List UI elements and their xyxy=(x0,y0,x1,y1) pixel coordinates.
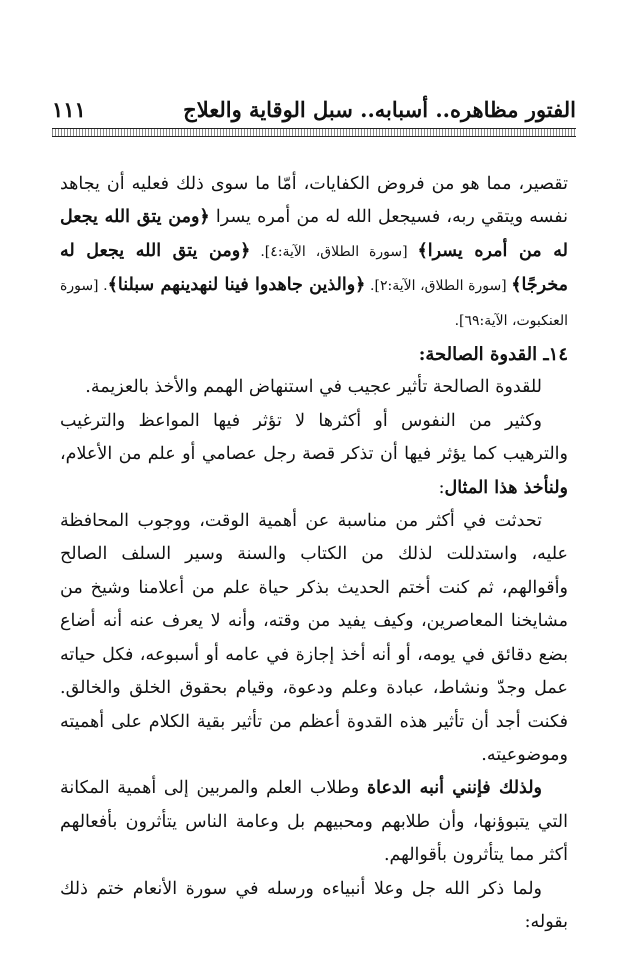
header-rule xyxy=(52,128,576,137)
paragraph-4: تحدثت في أكثر من مناسبة عن أهمية الوقت، ووجوب المحافظة عليه، واستدللت لذلك من الكتاب والسنة وسير السلف الصالح وأقوالهم، ثم كنت أختم الحديث بذكر حياة علم من أعلامنا وشيخ من مشايخنا المعاصرين، وكيف يفيد من وقته، وأنه لا يعرف عنه أنه أضاع بضع دقائق في يومه، أو أنه أخذ إجازة في عامه أو أسبوعه، فكل حياته عمل وجدّ ونشاط، عبادة وعلم ودعوة، وقيام بحقوق الخلق والخالق. فكنت أجد أن تأثير هذه القدوة أعظم من تأثير بقية الكلام على أهميته وموضوعيته. xyxy=(60,511,568,765)
paragraph-1-text: تقصير، مما هو من فروض الكفايات، أمّا ما سوى ذلك فعليه أن يجاهد نفسه ويتقي ربه، فسيجعل الله له من أمره يسرا xyxy=(60,174,569,228)
paragraph-3-colon: : xyxy=(438,477,445,498)
body-text xyxy=(60,168,568,939)
paragraph-3 xyxy=(60,405,568,505)
paragraph-1 xyxy=(60,168,568,338)
paragraph-5-text: وطلاب العلم والمربين إلى أهمية المكانة التي يتبوؤنها، وأن طلابهم ومحبيهم بل وعامة الناس يتأثرون بأفعالهم أكثر مما يتأثرون بأقوالهم. xyxy=(60,778,568,866)
quran-verse-1: ﴿ومن يتق الله يجعل له من أمره يسرا﴾ xyxy=(60,207,568,261)
citation-3: . [سورة العنكبوت، الآية:٦٩]. xyxy=(60,278,568,329)
paragraph-3-text: وكثير من النفوس أو أكثرها لا تؤثر فيها المواعظ والترغيب والترهيب كما يؤثر فيها أن تذكر قصة رجل عصامي أو علم من الأعلام، xyxy=(60,410,568,465)
paragraph-5 xyxy=(60,772,568,872)
paragraph-6: ولما ذكر الله جل وعلا أنبياءه ورسله في سورة الأنعام ختم ذلك بقوله: xyxy=(60,878,568,932)
quran-verse-3: ﴿والذين جاهدوا فينا لنهدينهم سبلنا﴾ xyxy=(107,275,366,296)
paragraph-5-bold: ولذلك فإنني أنبه الدعاة xyxy=(366,778,543,799)
citation-2: [سورة الطلاق، الآية:٢]. xyxy=(365,278,512,295)
quran-verse-2: ﴿ومن يتق الله يجعل له مخرجًا﴾ xyxy=(60,240,568,296)
section-heading: ١٤ـ القدوة الصالحة: xyxy=(418,344,568,366)
running-title: الفتور مظاهره.. أسبابه.. سبل الوقاية والعلاج xyxy=(183,97,576,122)
paragraph-3-bold: ولنأخذ هذا المثال xyxy=(444,477,568,498)
citation-1: [سورة الطلاق، الآية:٤]. xyxy=(250,243,418,260)
page-number: ١١١ xyxy=(52,97,86,122)
page-header xyxy=(52,84,576,122)
paragraph-2: للقدوة الصالحة تأثير عجيب في استنهاض الهمم والأخذ بالعزيمة. xyxy=(85,377,542,398)
